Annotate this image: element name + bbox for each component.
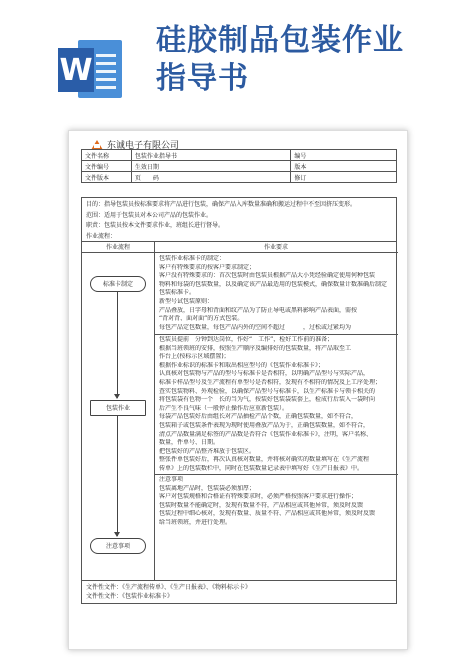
- text-line: 数量，件单号、日期。: [159, 439, 220, 447]
- word-icon-letter: W: [58, 48, 94, 92]
- banner: [0, 0, 474, 118]
- text-line: 客户有特殊要求的按客户要求制定；: [159, 263, 256, 271]
- intro-scope: 范围：适用于包装员对本公司产品的包装作业。: [86, 211, 213, 219]
- text-line: 将包装袋有色物一个 长的当为气，按装好包装袋装套上，检成行后装入一袋时向: [159, 396, 376, 404]
- document-header-table: [81, 149, 397, 183]
- text-line: 物料和每袋的包装数量，以及确定该产品最适用的包装模式，确保数量计数准确后制定: [159, 280, 388, 288]
- text-line: 客户对包装规格和合格证有特殊要求时，必须严格按照客户要求进行操作；: [159, 493, 358, 501]
- text-line: 包装时数量不能确定时，发现有数量不符，产品相应或其他异常，须及时反馈: [159, 501, 364, 509]
- intro-purpose: 目的：指导包装员按标准要求将产品进行包装，确保产品入库数量准确和搬运过程中不至因挤压变形。: [86, 201, 357, 208]
- text-line: 包装箱子或包装条件表现为现时使用叠放产品为于，正确包装数量，如不符合，: [159, 421, 370, 429]
- text-line: 每袋产品包装好后由组长对产品抽检产品个数，正确包装数量，如不符合，: [159, 413, 358, 421]
- text-line: 传单》上的包装数栏中，同时在包装数量记录表中填写好《生产日报表》中。: [159, 464, 364, 472]
- requirement-column-header: 作业要求: [154, 242, 398, 253]
- banner-title-line1: 硅胶制品包装作业: [156, 23, 404, 58]
- section-packing: [155, 334, 398, 475]
- related-documents: [81, 581, 397, 604]
- header-cell: 文件版本: [82, 172, 132, 183]
- section-standard-card: [155, 254, 398, 333]
- flow-column-header: 作业流程: [82, 242, 154, 253]
- text-line: 清点产品数量满足标签的产品数是否符合《包装作业标准卡》，注明，客户名称、: [159, 430, 373, 438]
- header-cell: 文件名称: [82, 150, 132, 161]
- text-line: “背对背、面对面”的方式包装。: [159, 315, 244, 323]
- text-line: 标准卡样品型号及生产流程有单型号是否相符，发现有不相符的情况及上工序处理；: [159, 378, 382, 386]
- flow-node-packing: 包装作业: [90, 400, 146, 416]
- flow-arrow: [117, 416, 118, 536]
- word-document-icon: [58, 38, 124, 102]
- text-line: 包装作业标准卡的制定：: [159, 255, 226, 262]
- text-line: 包装离地产品时，包装袋必须加厚；: [159, 484, 256, 492]
- banner-title: [156, 22, 456, 98]
- text-line: 新型号试包装原则：: [159, 297, 214, 305]
- flow-node-notes: 注意事项: [90, 538, 146, 554]
- related-doc-line: 文件性文件：《生产流程传单》、《生产日报表》、《物料标示卡》: [86, 584, 252, 591]
- text-line: 产品叠放，日字母和背面和纹产品为了防止导电或黑料影响产品表面，需按: [159, 306, 358, 314]
- text-line: 查实包装物料、外观检验，以确保产品型号与标准卡，以生产标准卡与领卡相关的: [159, 387, 376, 395]
- header-cell: 修订: [291, 172, 397, 183]
- section-notes: [155, 474, 398, 529]
- intro-duty: 职责：包装员按本文件要求作业，班组长进行督导。: [86, 222, 225, 229]
- text-line: 根据当班领班的安排，按照生产顺序及编排好的包装数量，将产品取至工: [159, 344, 352, 352]
- header-row: [82, 150, 397, 161]
- document-page: [68, 130, 408, 650]
- text-line: 客户没有特殊要求的：首次包装时由包装员根据产品大小凭经验确定使用何种包装: [159, 272, 376, 280]
- banner-title-line2: 指导书: [156, 61, 249, 96]
- text-line: 整张件单包装好后，再次认真核对数量，并将核对确实的数量填写在《生产流程: [159, 456, 370, 464]
- header-cell: 包装作业指导书: [131, 150, 290, 161]
- header-cell: 生效日期: [131, 161, 290, 172]
- header-cell: 编号: [291, 150, 397, 161]
- header-row: [82, 172, 397, 183]
- text-line: 根据作业标识的标准卡和取出相应型号的《包装作业标准卡》；: [159, 361, 325, 369]
- header-row: [82, 161, 397, 172]
- text-line: 认真核对包装物与产品的型号与标准卡是否相符，以明确产品型号与实际产品，: [159, 370, 370, 378]
- header-cell: 文件编号: [82, 161, 132, 172]
- flow-arrow: [117, 292, 118, 398]
- related-doc-line: 文件性文件：《包装作业标准卡》: [86, 593, 174, 600]
- text-line: 作台上(按标示区域摆置)；: [159, 353, 230, 361]
- text-line: 包装标准卡。: [159, 289, 196, 297]
- text-line: 包装过程中细心核对，发现有数量、质量不符、产品相应或其他异常，须及时反馈: [159, 510, 376, 518]
- text-line: 把包装好的产品整齐堆放于包装区。: [159, 447, 256, 455]
- intro-section: [81, 197, 397, 244]
- procedure-table: [81, 241, 397, 581]
- text-line: 注意事项: [159, 476, 184, 483]
- header-cell: 版本: [291, 161, 397, 172]
- text-line: 给当班领班，并进行处理。: [159, 518, 232, 526]
- text-line: 后产生不良气味（一般停止操作后应重新包装）。: [159, 404, 289, 412]
- text-line: 包装员提前 分钟到达岗位，作好“ 工作”，检好工作前的准备；: [159, 336, 334, 343]
- header-cell: 页 码: [131, 172, 290, 183]
- flow-node-standard-card: 标准卡制定: [90, 276, 146, 292]
- company-name: 东诚电子有限公司: [107, 140, 180, 151]
- intro-flow-label: 作业流程：: [86, 232, 117, 240]
- text-line: 每包产品定包数量，每包产品内外的空间不超过 ，过松或过紧均为: [159, 323, 352, 331]
